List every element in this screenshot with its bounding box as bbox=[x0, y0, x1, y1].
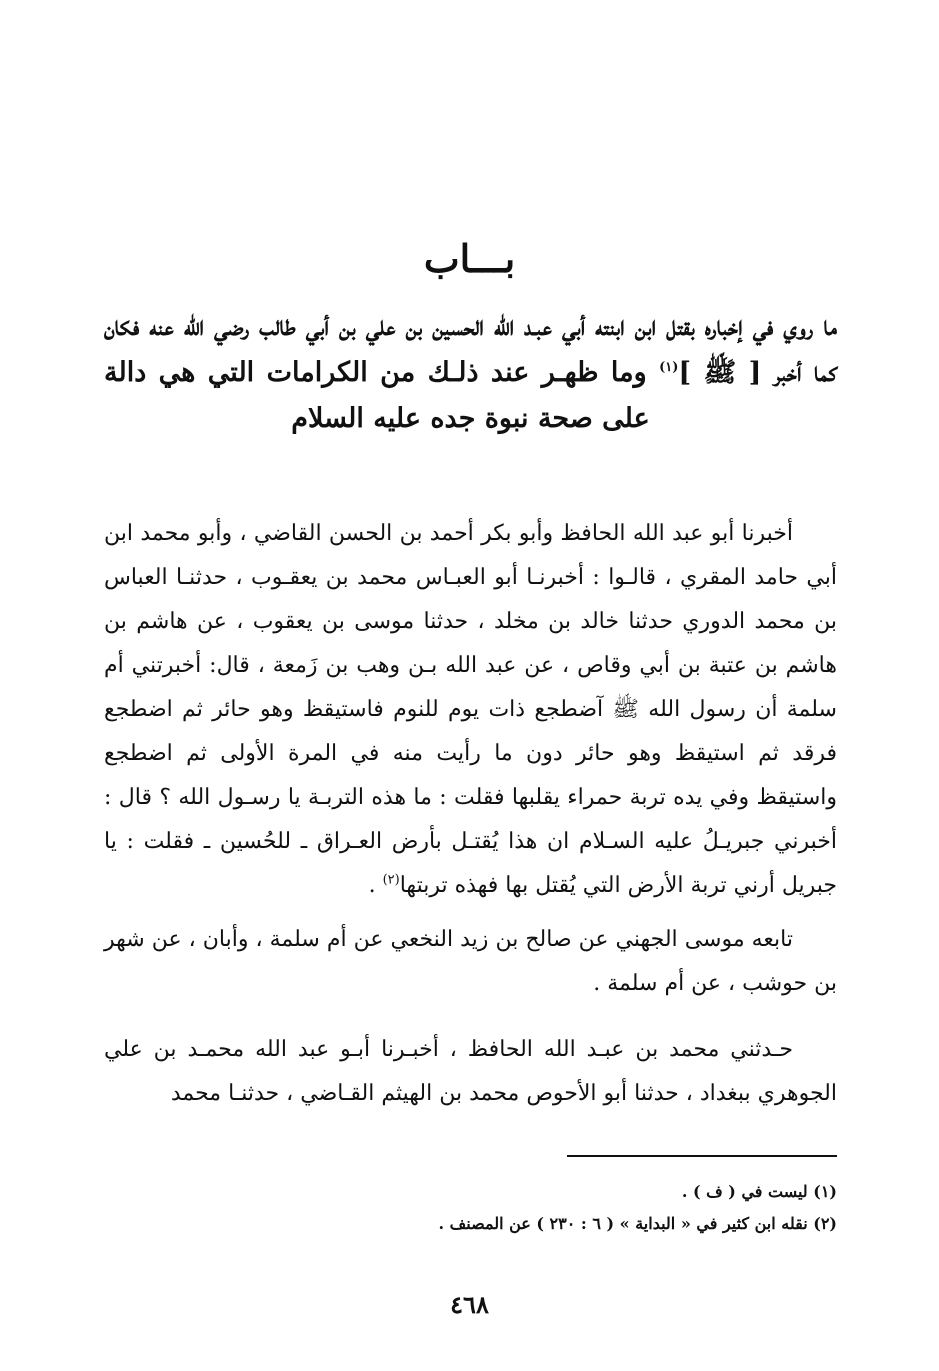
paragraph-2: تابعه موسى الجهني عن صالح بن زيد النخعي عن أم سلمة ، وأبان ، عن شهر بن حوشب ، عن أم سلمة . bbox=[104, 927, 837, 996]
paragraph-1-text: أخبرنا أبو عبد الله الحافظ وأبو بكر أحمد بن الحسن القاضي ، وأبو محمد ابن أبي حامد المقري ، قالـوا : أخبرنـا أبو العبـاس محمد بن يعقـوب ، حدثنـا العباس بن محمد الدوري حدثنا خالد بن مخلد ، حدثنا موسى بن يعقوب ، عن هاشم بن هاشم بن عتبة بن أبي وقاص ، عن عبد الله بـن وهب بن زَمعة ، قال: أخبرتني أم سلمة أن رسول الله ﷺ آضطجع ذات يوم للنوم فاستيقظ وهو حائر ثم اضطجع فرقد ثم استيقظ وهو حائر دون ما رأيت منه في المرة الأولى ثم اضطجع واستيقظ وفي يده تربة حمراء يقلبها فقلت : ما هذه التربـة يا رسـول الله ؟ قال : أخبرني جبريـلُ عليه السـلام ان هذا يُقتـل بأرض العـراق ـ للحُسين ـ فقلت : يا جبريل أرني تربة الأرض التي يُقتل بها فهذه تربتها bbox=[104, 521, 837, 898]
chapter-title-text: ما روي في إخباره بقتل ابن ابنته أبي عبـد الله الحسين بن علي بن أبي طالب رضي الله عنه فكان كما أخبر [ ﷺ ] bbox=[104, 311, 837, 388]
footnote-ref-2: (٢) bbox=[382, 872, 400, 888]
footnote-2: (٢) نقله ابن كثير في « البداية » ( ٦ : ٢٣٠ ) عن المصنف . bbox=[438, 1214, 837, 1233]
footnotes bbox=[104, 1176, 837, 1240]
footnote-divider bbox=[567, 1155, 837, 1157]
chapter-title bbox=[104, 304, 837, 442]
footnote-ref-1: (١) bbox=[659, 360, 679, 375]
chapter-label: بـــاب bbox=[423, 236, 516, 281]
chapter-title-rest: وما ظهـر عند ذلـك من الكرامات التي هي دالة على صحة نبوة جده عليه السلام bbox=[104, 357, 660, 434]
paragraph-1-end: . bbox=[368, 873, 383, 898]
page-number: ٤٦٨ bbox=[450, 1290, 489, 1319]
body-text bbox=[104, 512, 837, 1126]
paragraph-1 bbox=[104, 512, 837, 908]
footnote-1: (١) ليست في ( ف ) . bbox=[681, 1182, 837, 1201]
paragraph-3: حـدثني محمد بن عبـد الله الحافظ ، أخبـرنا أبـو عبد الله محمـد بن علي الجوهري ببغداد ، حدثنا أبو الأحوص محمد بن الهيثم القـاضي ، حدثنـا محمد bbox=[104, 1037, 837, 1106]
